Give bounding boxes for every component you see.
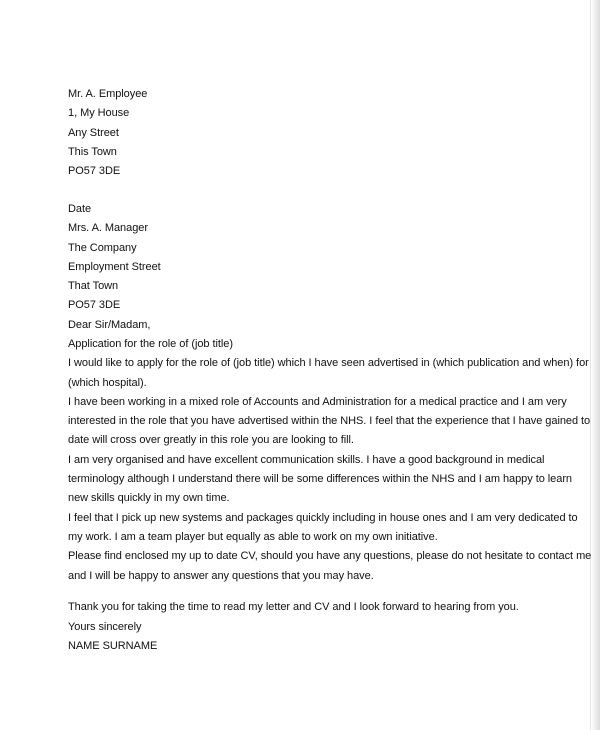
body-line: interested in the role that you have advertised within the NHS. I feel that the experience that I have gained to xyxy=(68,415,591,427)
closing-thanks: Thank you for taking the time to read my letter and CV and I look forward to hearing from you. xyxy=(68,601,519,613)
body-line: my work. I am a team player but equally as able to work on my own initiative. xyxy=(68,531,438,543)
body-line: Please find enclosed my up to date CV, should you have any questions, please do not hesitate to contact me xyxy=(68,550,592,562)
body-line: and I will be happy to answer any questions that you may have. xyxy=(68,570,374,582)
salutation: Dear Sir/Madam, xyxy=(68,319,151,331)
body-line: I feel that I pick up new systems and packages quickly including in house ones and I am very dedicated to xyxy=(68,512,578,524)
recipient-town: That Town xyxy=(68,280,119,292)
sender-address-line-1: 1, My House xyxy=(68,107,130,119)
sender-address-line-2: Any Street xyxy=(68,127,119,139)
body-line: I would like to apply for the role of (job title) which I have seen advertised in (which publication and when) for xyxy=(68,357,589,369)
body-line: date will cross over greatly in this role you are looking to fill. xyxy=(68,434,354,446)
signature-name: NAME SURNAME xyxy=(68,640,158,652)
sender-postcode: PO57 3DE xyxy=(68,165,121,177)
sender-town: This Town xyxy=(68,146,117,158)
body-line: new skills quickly in my own time. xyxy=(68,492,230,504)
recipient-company: The Company xyxy=(68,242,137,254)
sender-name: Mr. A. Employee xyxy=(68,88,148,100)
page-edge-shadow xyxy=(590,0,600,730)
body-line: I have been working in a mixed role of Accounts and Administration for a medical practice and I am very xyxy=(68,396,567,408)
body-line: (which hospital). xyxy=(68,377,147,389)
closing-signoff: Yours sincerely xyxy=(68,621,142,633)
recipient-postcode: PO57 3DE xyxy=(68,299,121,311)
body-line: I am very organised and have excellent communication skills. I have a good background in medical xyxy=(68,454,545,466)
recipient-name: Mrs. A. Manager xyxy=(68,222,148,234)
body-line: terminology although I understand there will be some differences within the NHS and I am happy to learn xyxy=(68,473,572,485)
recipient-street: Employment Street xyxy=(68,261,161,273)
letter-date: Date xyxy=(68,203,92,215)
subject-line: Application for the role of (job title) xyxy=(68,338,233,350)
